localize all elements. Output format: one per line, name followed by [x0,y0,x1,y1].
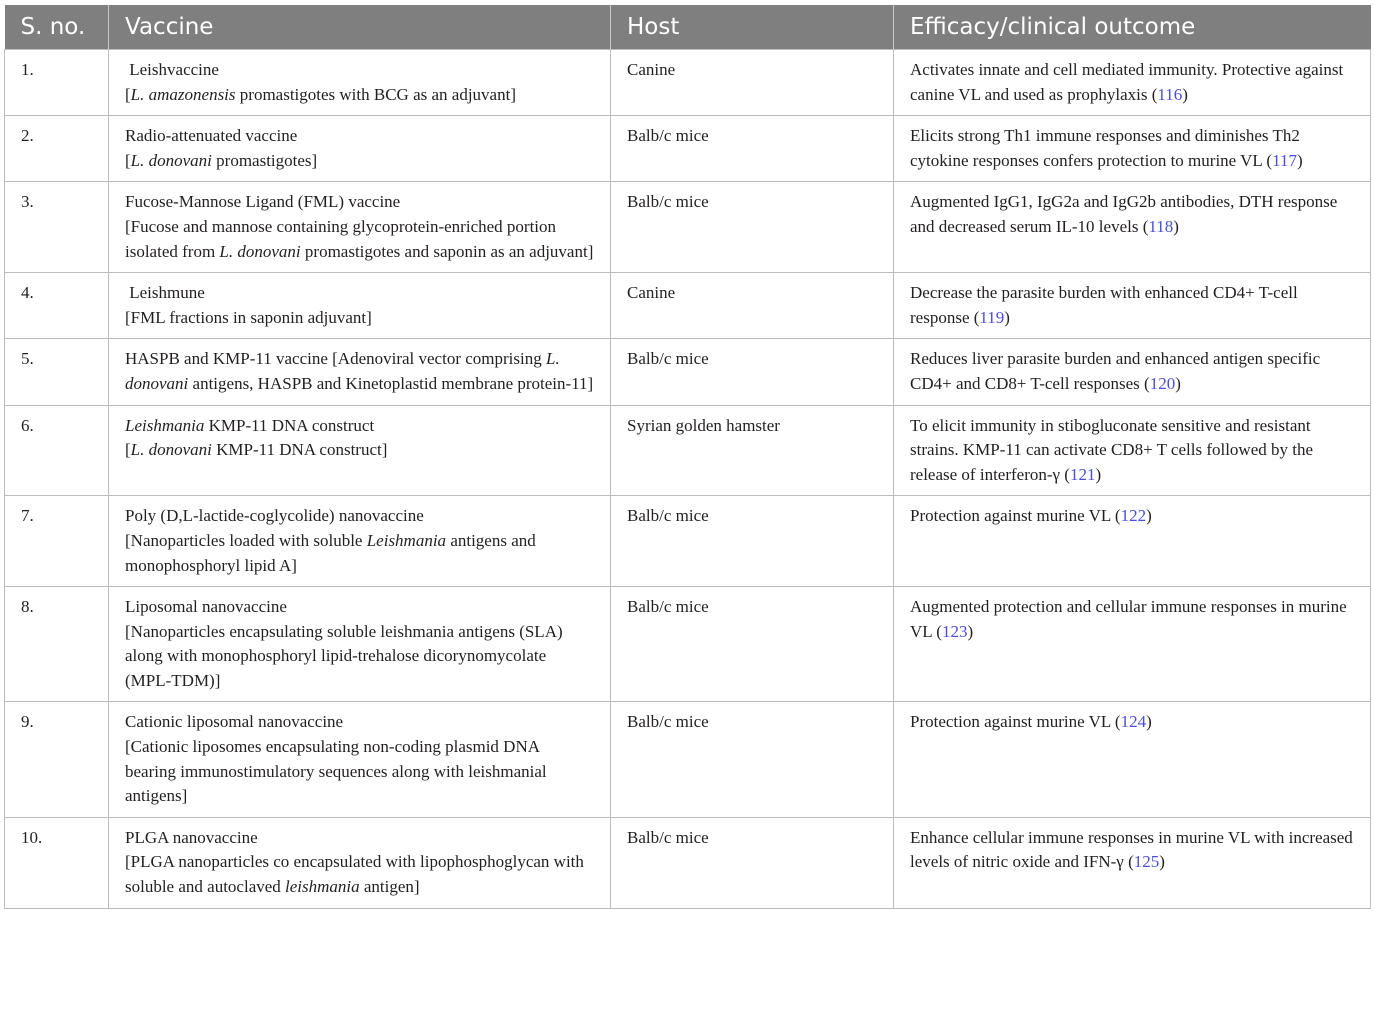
outcome-text: To elicit immunity in stibogluconate sensitive and resistant strains. KMP-11 can activate CD8+ T cells followed by the release of interferon-γ ( [910,415,1314,484]
vaccine-desc-part: L. donovani [125,349,560,393]
vaccine-desc-part: [ [125,150,131,170]
vaccine-description [125,529,594,578]
vaccine-name: Poly (D,L-lactide-coglycolide) nanovaccine [125,506,424,526]
vaccine-name: Fucose-Mannose Ligand (FML) vaccine [125,192,401,212]
cell-outcome [894,116,1371,182]
vaccine-desc-part: antigens, HASPB and Kinetoplastid membrane protein-11] [188,373,594,393]
header-vaccine: Vaccine [109,5,611,50]
vaccine-desc-part: promastigotes and saponin as an adjuvant] [300,241,594,261]
vaccine-name: PLGA nanovaccine [125,827,258,847]
vaccine-name: HASPB and KMP-11 vaccine [Adenoviral vector comprising [125,349,546,369]
cell-host: Balb/c mice [611,496,894,587]
cell-host: Balb/c mice [611,116,894,182]
cell-host: Syrian golden hamster [611,405,894,496]
cell-vaccine [109,405,611,496]
cell-outcome [894,496,1371,587]
vaccine-name-part: KMP-11 DNA construct [204,415,375,435]
outcome-text: Protection against murine VL ( [910,712,1121,732]
cell-host: Balb/c mice [611,182,894,273]
vaccine-name: Leishmune [125,283,205,303]
vaccine-desc-part: L. donovani [130,440,212,460]
vaccine-description [125,735,594,809]
cell-outcome [894,339,1371,405]
outcome-text: Protection against murine VL ( [910,506,1121,526]
outcome-text: Elicits strong Th1 immune responses and diminishes Th2 cytokine responses confers protection to murine VL ( [910,126,1300,170]
vaccine-name: Liposomal nanovaccine [125,597,287,617]
cell-sno: 3. [5,182,109,273]
vaccine-description [125,306,594,331]
cell-sno: 6. [5,405,109,496]
vaccine-table-container [4,5,1370,909]
vaccine-desc-part: [ [125,84,131,104]
vaccine-description [125,83,594,108]
reference-link[interactable]: 117 [1272,150,1297,170]
outcome-text-end: ) [1004,307,1010,327]
reference-link[interactable]: 119 [979,307,1005,327]
vaccine-desc-part: L. amazonensis [130,84,236,104]
reference-link[interactable]: 116 [1157,84,1183,104]
table-row [5,702,1371,817]
cell-vaccine [109,496,611,587]
outcome-text-end: ) [1159,852,1165,872]
outcome-text: Augmented IgG1, IgG2a and IgG2b antibodies, DTH response and decreased serum IL-10 levels ( [910,192,1338,236]
vaccine-desc-part: L. donovani [130,150,212,170]
cell-outcome [894,817,1371,908]
cell-outcome [894,182,1371,273]
cell-sno: 2. [5,116,109,182]
outcome-text-end: ) [1146,506,1152,526]
vaccine-desc-part: leishmania [285,877,360,897]
vaccine-description [125,149,594,174]
header-host: Host [611,5,894,50]
vaccine-name [125,414,594,439]
outcome-text: Enhance cellular immune responses in murine VL with increased levels of nitric oxide and IFN-γ ( [910,827,1353,872]
outcome-text-end: ) [1173,216,1179,236]
cell-sno: 7. [5,496,109,587]
table-row [5,273,1371,339]
reference-link[interactable]: 122 [1120,506,1147,526]
vaccine-desc-part: Leishmania [366,530,447,550]
reference-link[interactable]: 120 [1149,373,1176,393]
reference-link[interactable]: 125 [1133,852,1160,872]
vaccine-description [125,215,594,264]
vaccine-name-part: Leishmania [125,415,205,435]
table-row [5,339,1371,405]
outcome-text: Decrease the parasite burden with enhanced CD4+ T-cell response ( [910,283,1298,327]
cell-sno: 5. [5,339,109,405]
cell-vaccine [109,50,611,116]
outcome-text: Activates innate and cell mediated immunity. Protective against canine VL and used as prophylaxis ( [910,60,1344,104]
vaccine-desc-part: L. donovani [219,241,301,261]
cell-host: Balb/c mice [611,587,894,702]
vaccine-description [125,620,594,694]
cell-host: Canine [611,50,894,116]
cell-outcome [894,50,1371,116]
cell-vaccine [109,182,611,273]
table-row [5,496,1371,587]
header-outcome: Efficacy/clinical outcome [894,5,1371,50]
reference-link[interactable]: 123 [941,621,968,641]
vaccine-desc-part: [Nanoparticles loaded with soluble [125,530,367,550]
vaccine-description [125,850,594,899]
vaccine-desc-part: KMP-11 DNA construct] [211,440,388,460]
outcome-text-end: ) [1095,464,1102,484]
outcome-text-end: ) [1175,373,1181,393]
vaccine-name: Cationic liposomal nanovaccine [125,712,344,732]
cell-sno: 1. [5,50,109,116]
cell-outcome [894,405,1371,496]
outcome-text-end: ) [1182,84,1188,104]
cell-host: Balb/c mice [611,339,894,405]
outcome-text: Augmented protection and cellular immune responses in murine VL ( [910,597,1347,641]
vaccine-name: Radio-attenuated vaccine [125,126,298,146]
outcome-text-end: ) [1146,712,1152,732]
vaccine-desc-part: [FML fractions in saponin adjuvant] [125,307,372,327]
vaccine-desc-part: antigen] [359,877,420,897]
vaccine-desc-part: promastigotes with BCG as an adjuvant] [235,84,516,104]
cell-vaccine [109,587,611,702]
vaccine-desc-part: antigens and monophosphoryl lipid A] [125,530,536,575]
reference-link[interactable]: 118 [1148,216,1174,236]
cell-sno: 4. [5,273,109,339]
vaccine-desc-part: [Nanoparticles encapsulating soluble leishmania antigens (SLA) along with monophosphoryl lipid-trehalose dicorynomycolate (MPL-TDM)] [125,621,563,690]
cell-host: Balb/c mice [611,817,894,908]
cell-sno: 8. [5,587,109,702]
vaccine-name: Leishvaccine [125,60,219,79]
table-row [5,182,1371,273]
reference-link[interactable]: 121 [1069,464,1096,484]
cell-vaccine [109,273,611,339]
vaccine-desc-part: promastigotes] [211,150,318,170]
cell-outcome [894,273,1371,339]
cell-vaccine [109,116,611,182]
table-row [5,405,1371,496]
reference-link[interactable]: 124 [1120,712,1147,732]
vaccine-desc-part: [PLGA nanoparticles co encapsulated with lipophosphoglycan with soluble and autoclaved [125,852,584,897]
cell-vaccine [109,339,611,405]
vaccine-description [125,438,594,463]
table-row [5,817,1371,908]
cell-outcome [894,702,1371,817]
cell-host: Canine [611,273,894,339]
cell-host: Balb/c mice [611,702,894,817]
outcome-text-end: ) [1296,150,1303,170]
table-row [5,116,1371,182]
table-row [5,587,1371,702]
header-sno: S. no. [5,5,109,50]
outcome-text-end: ) [967,621,974,641]
vaccine-desc-part: [Fucose and mannose containing glycoprotein-enriched portion isolated from [125,216,557,261]
cell-vaccine [109,702,611,817]
cell-vaccine [109,817,611,908]
cell-outcome [894,587,1371,702]
vaccine-table [4,5,1371,909]
vaccine-desc-part: [Cationic liposomes encapsulating non-coding plasmid DNA bearing immunostimulatory sequences along with leishmanial antigens] [125,737,547,806]
table-row [5,50,1371,116]
cell-sno: 10. [5,817,109,908]
cell-sno: 9. [5,702,109,817]
outcome-text: Reduces liver parasite burden and enhanced antigen specific CD4+ and CD8+ T-cell responses ( [910,349,1321,393]
vaccine-desc-part: [ [125,440,131,460]
table-header-row [5,5,1371,50]
